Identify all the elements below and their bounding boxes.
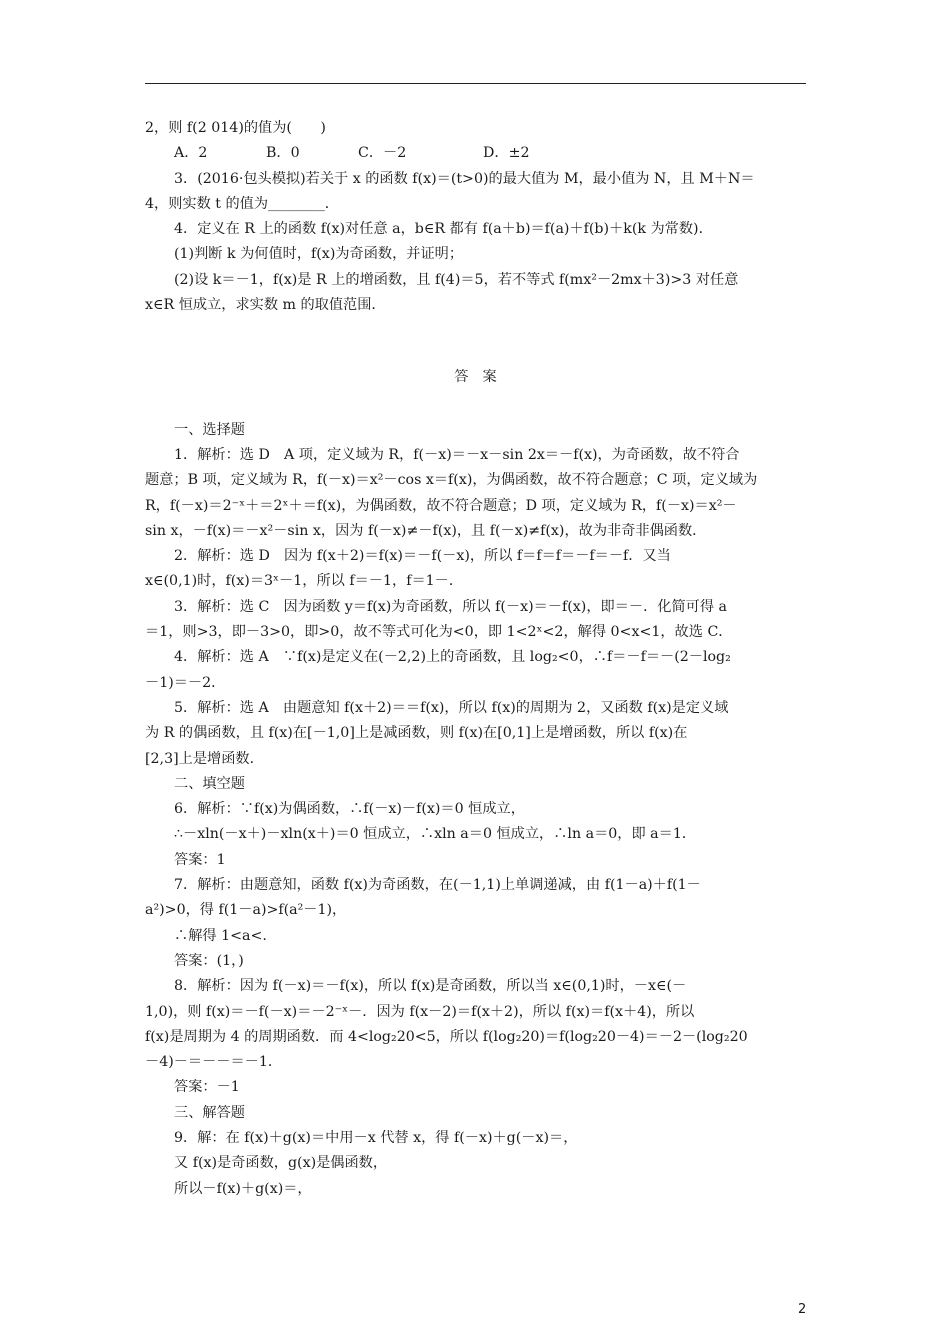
page-number: 2 (798, 1302, 807, 1317)
choice-row (145, 141, 806, 166)
question-line: (2)设 k＝－1，f(x)是 R 上的增函数，且 f(4)＝5，若不等式 f(mx²－2mx＋3)>3 对任意 (174, 271, 739, 288)
question-line: x∈R 恒成立，求实数 m 的取值范围． (145, 297, 386, 314)
answer-line: ∴－xln(－x＋)－xln(x＋)＝0 恒成立，∴xln a＝0 恒成立，∴ln a＝0，即 a＝1． (174, 826, 697, 843)
answer-line: 为 R 的偶函数，且 f(x)在[－1,0]上是减函数，则 f(x)在[0,1]上是增函数，所以 f(x)在 (145, 725, 688, 742)
answer-line: 4．解析：选 A ∵f(x)是定义在(－2,2)上的奇函数，且 log₂<0，∴f＝－f＝－(2－log₂ (174, 649, 731, 666)
answer-line: ∴解得 1<a<. (174, 927, 267, 944)
answer-line: [2,3]上是增函数． (145, 750, 264, 767)
answer-line: 5．解析：选 A 由题意知 f(x＋2)＝＝f(x)，所以 f(x)的周期为 2，又函数 f(x)是定义域 (174, 699, 729, 716)
answer-line: a²)>0，得 f(1－a)>f(a²－1)， (145, 902, 347, 919)
answer-line: 9．解：在 f(x)＋g(x)＝中用－x 代替 x，得 f(－x)＋g(－x)＝， (174, 1129, 578, 1146)
answer-line: 题意；B 项，定义域为 R，f(－x)＝x²－cos x＝f(x)，为偶函数，故不符合题意；C 项，定义域为 (145, 472, 758, 489)
answer-line: 又 f(x)是奇函数，g(x)是偶函数， (174, 1155, 388, 1172)
page-content (145, 116, 806, 1202)
answer-line: R，f(－x)＝2⁻ˣ＋＝2ˣ＋＝f(x)，为偶函数，故不符合题意；D 项，定义域为 R，f(－x)＝x²－ (145, 497, 737, 514)
choice-c: C．－2 (358, 145, 407, 162)
answer-line: －4)－＝－－＝－1． (145, 1054, 283, 1071)
answer-line: 1．解析：选 D A 项，定义域为 R，f(－x)＝－x－sin 2x＝－f(x)，为奇函数，故不符合 (174, 446, 740, 463)
section-heading: 二、填空题 (174, 775, 245, 792)
answer-line: 3．解析：选 C 因为函数 y＝f(x)为奇函数，所以 f(－x)＝－f(x)，即＝－．化简可得 a (174, 598, 727, 615)
question-line: (1)判断 k 为何值时，f(x)为奇函数，并证明； (174, 246, 464, 263)
answer-line: 1,0)，则 f(x)＝－f(－x)＝－2⁻ˣ－．因为 f(x－2)＝f(x＋2)，所以 f(x)＝f(x＋4)，所以 (145, 1003, 695, 1020)
answer-line: x∈(0,1)时，f(x)＝3ˣ－1，所以 f＝－1，f＝1－． (145, 573, 464, 590)
answer-title: 答案 (454, 369, 511, 386)
answer-line: 8．解析：因为 f(－x)＝－f(x)，所以 f(x)是奇函数，所以当 x∈(0,1)时，－x∈(－ (174, 978, 687, 995)
answer-value: 答案：(1，) (174, 952, 244, 969)
section-heading: 一、选择题 (174, 421, 245, 438)
question-line: 4，则实数 t 的值为________． (145, 195, 339, 212)
answer-line: sin x，－f(x)＝－x²－sin x，因为 f(－x)≠－f(x)，且 f(－x)≠f(x)，故为非奇非偶函数． (145, 522, 707, 539)
answer-line: f(x)是周期为 4 的周期函数．而 4<log₂20<5，所以 f(log₂20)＝f(log₂20－4)＝－2－(log₂20 (145, 1028, 748, 1045)
answer-line: 所以－f(x)＋g(x)＝， (174, 1180, 312, 1197)
answer-line: －1)＝－2． (145, 674, 226, 691)
header-rule (145, 83, 806, 84)
question-line: 4．定义在 R 上的函数 f(x)对任意 a，b∈R 都有 f(a＋b)＝f(a)＋f(b)＋k(k 为常数)． (174, 221, 713, 238)
question-line: 3．(2016·包头模拟)若关于 x 的函数 f(x)＝(t>0)的最大值为 M，最小值为 N，且 M＋N＝ (174, 170, 755, 187)
answer-line: ＝1，则>3，即－3>0，即>0，故不等式可化为<0，即 1<2ˣ<2，解得 0<x<1，故选 C． (145, 624, 733, 641)
choice-b: B．0 (266, 145, 300, 162)
section-heading: 三、解答题 (174, 1104, 245, 1121)
answer-line: 6．解析：∵f(x)为偶函数，∴f(－x)－f(x)＝0 恒成立， (174, 801, 525, 818)
choice-d: D．±2 (483, 145, 530, 162)
answer-value: 答案：－1 (174, 1079, 240, 1096)
choice-a: A．2 (174, 145, 208, 162)
answer-line: 7．解析：由题意知，函数 f(x)为奇函数，在(－1,1)上单调递减，由 f(1－a)＋f(1－ (174, 877, 701, 894)
answer-value: 答案：1 (174, 851, 226, 868)
answer-line: 2．解析：选 D 因为 f(x＋2)＝f(x)＝－f(－x)，所以 f＝f＝f＝－f＝－f．又当 (174, 548, 671, 565)
question-line: 2，则 f(2 014)的值为( ) (145, 120, 326, 136)
